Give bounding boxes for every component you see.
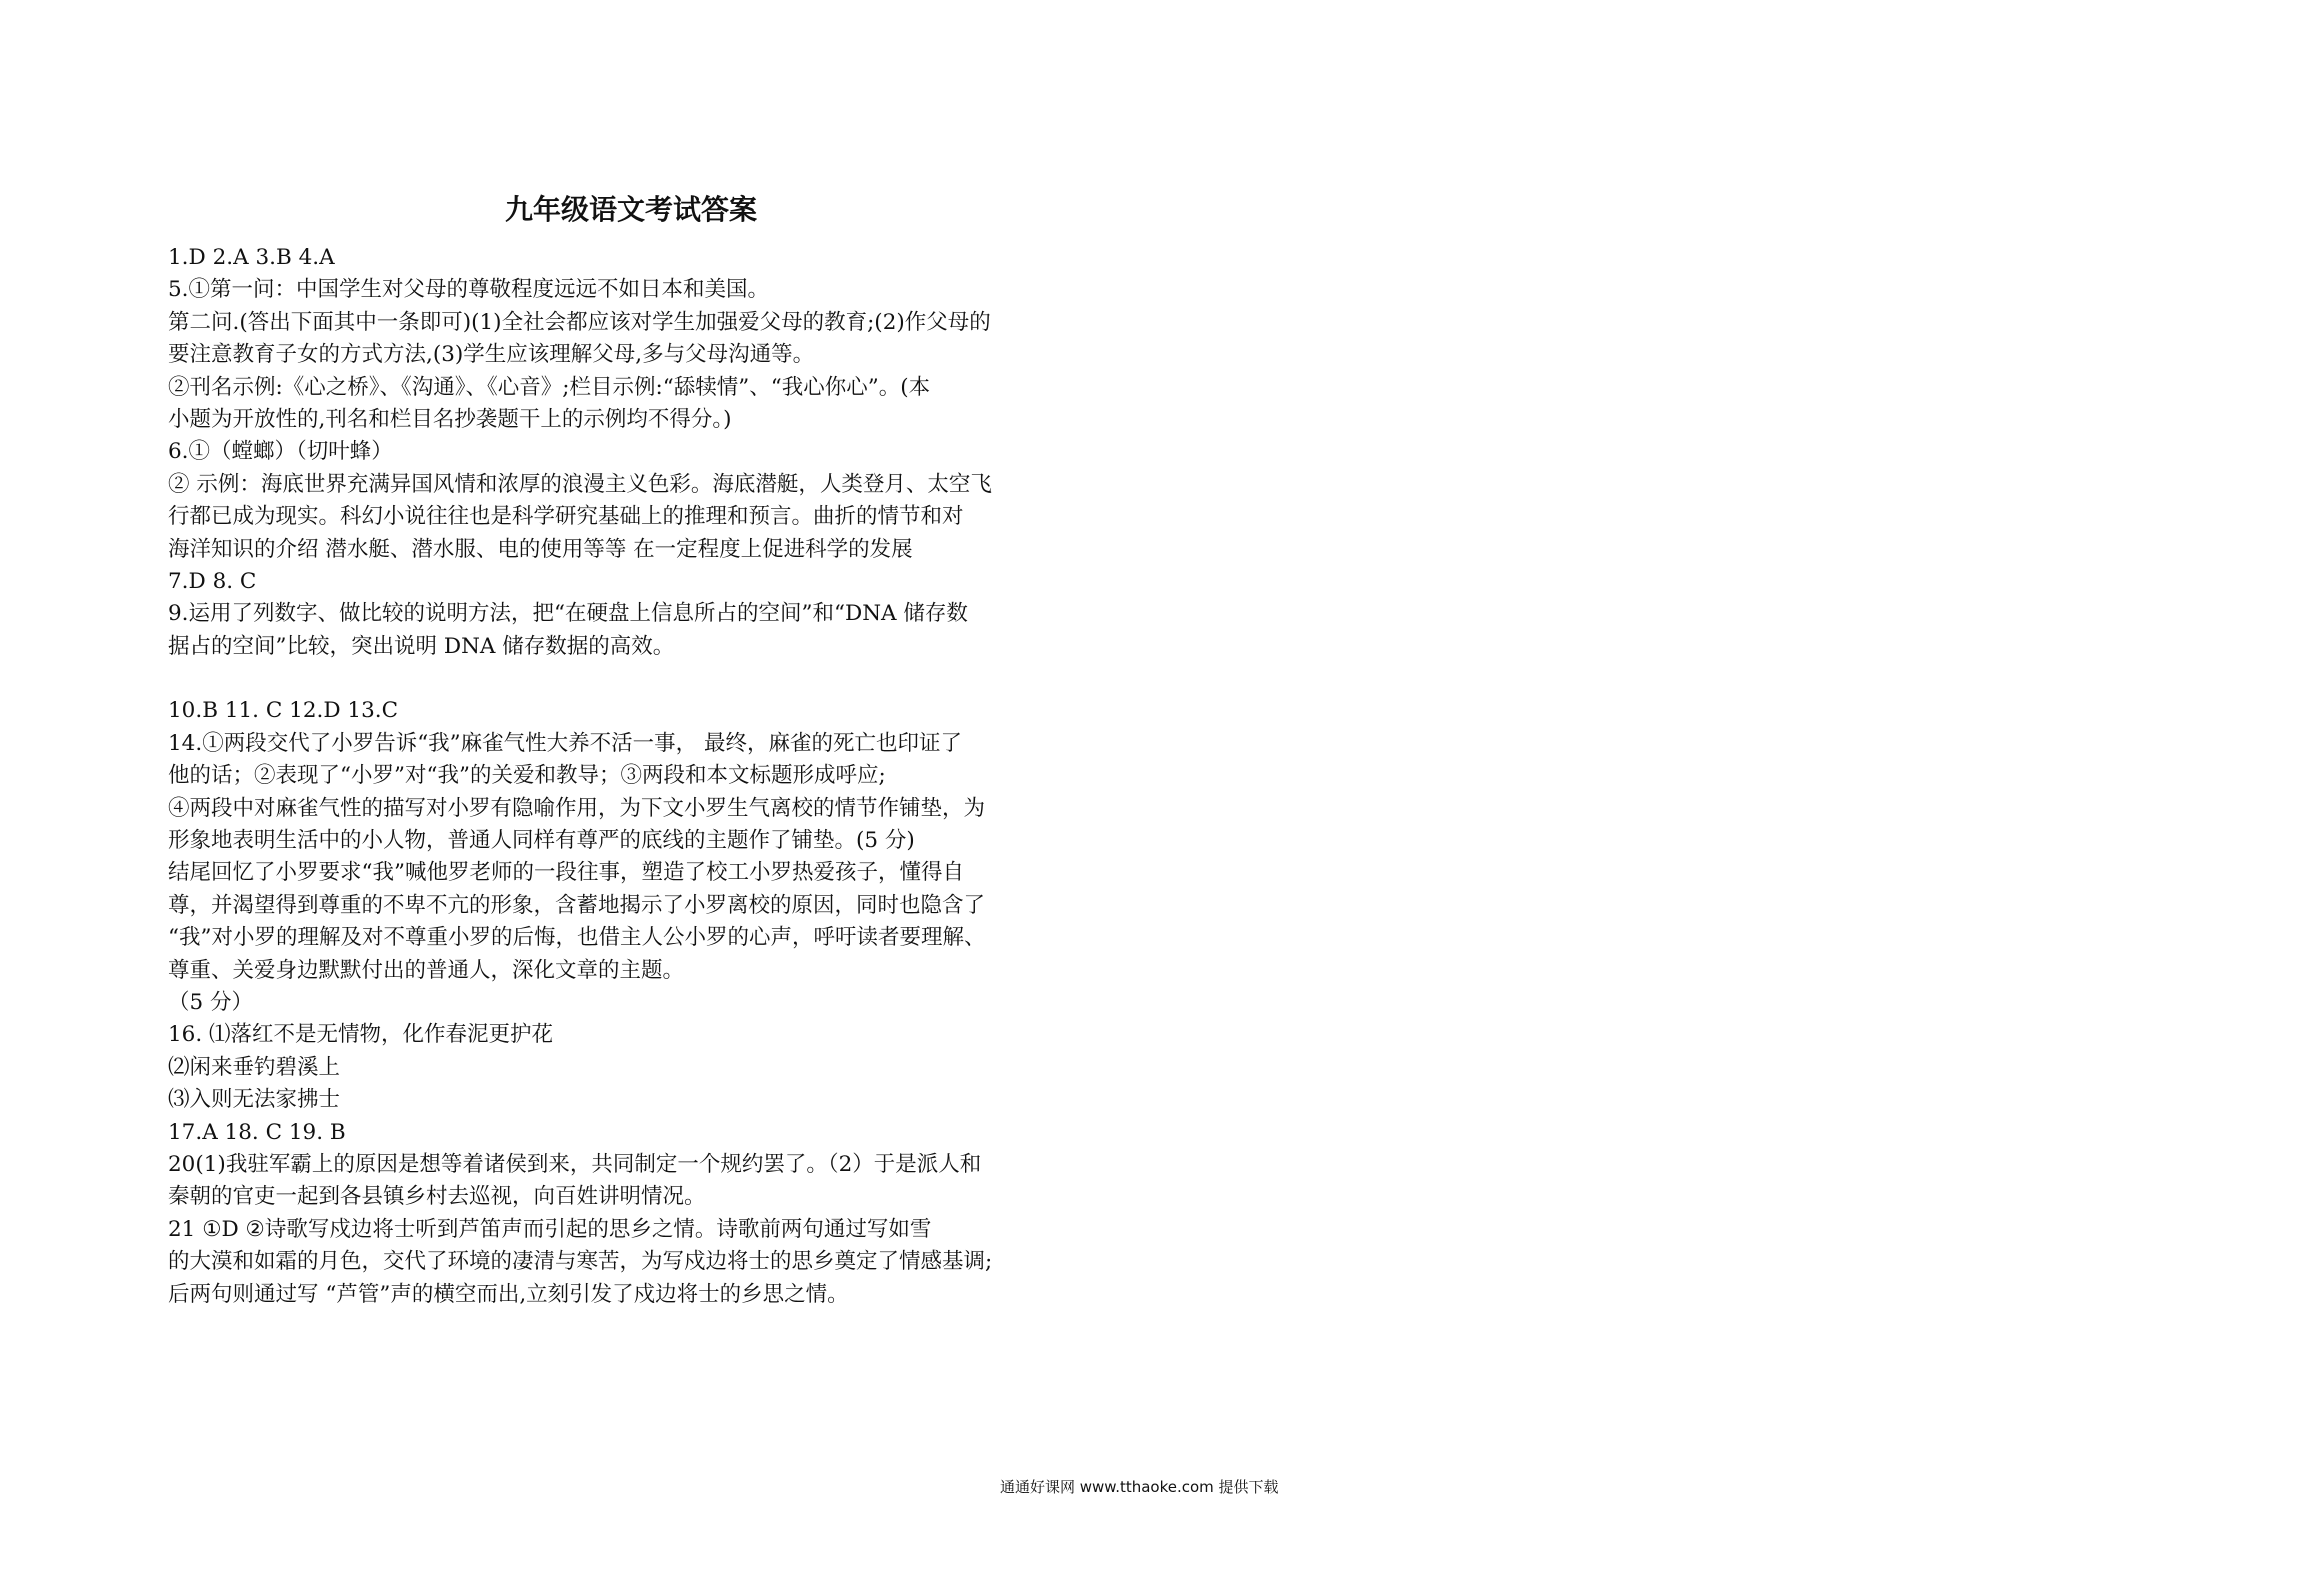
answer-line: 14.①两段交代了小罗告诉“我”麻雀气性大养不活一事， 最终，麻雀的死亡也印证了 bbox=[168, 730, 963, 756]
answer-line: 尊，并渴望得到尊重的不卑不亢的形象，含蓄地揭示了小罗离校的原因，同时也隐含了 bbox=[168, 892, 986, 918]
answer-line: ⑵闲来垂钓碧溪上 bbox=[168, 1054, 341, 1080]
answer-line: 5.①第一问：中国学生对父母的尊敬程度远远不如日本和美国。 bbox=[168, 277, 770, 303]
answer-line: 海洋知识的介绍 潜水艇、潜水服、电的使用等等 在一定程度上促进科学的发展 bbox=[168, 536, 913, 562]
answer-line: （5 分） bbox=[168, 989, 254, 1015]
answer-line: 形象地表明生活中的小人物，普通人同样有尊严的底线的主题作了铺垫。(5 分) bbox=[168, 828, 915, 854]
footer-source: 通通好课网 www.tthaoke.com 提供下载 bbox=[1000, 1478, 1279, 1496]
answer-line: 行都已成为现实。科幻小说往往也是科学研究基础上的推理和预言。曲折的情节和对 bbox=[168, 504, 964, 530]
answer-line: 尊重、关爱身边默默付出的普通人，深化文章的主题。 bbox=[168, 957, 685, 983]
answer-line: 21 ①D ②诗歌写戍边将士听到芦笛声而引起的思乡之情。诗歌前两句通过写如雪 bbox=[168, 1216, 932, 1242]
answer-line: 第二问.(答出下面其中一条即可)(1)全社会都应该对学生加强爱父母的教育;(2)作父母的 bbox=[168, 309, 991, 335]
answer-line: ④两段中对麻雀气性的描写对小罗有隐喻作用，为下文小罗生气离校的情节作铺垫，为 bbox=[168, 795, 986, 821]
answer-line: ②刊名示例:《心之桥》、《沟通》、《心音》;栏目示例:“舔犊情”、“我心你心”。(本 bbox=[168, 374, 931, 400]
answer-line: 7.D 8. C bbox=[168, 568, 257, 594]
answer-line: ② 示例：海底世界充满异国风情和浓厚的浪漫主义色彩。海底潜艇，人类登月、太空飞 bbox=[168, 471, 992, 497]
document-title: 九年级语文考试答案 bbox=[505, 193, 758, 226]
answer-line: 20(1)我驻军霸上的原因是想等着诸侯到来，共同制定一个规约罢了。（2）于是派人和 bbox=[168, 1151, 982, 1177]
answer-line: ⑶入则无法家拂士 bbox=[168, 1087, 341, 1113]
answer-line: 要注意教育子女的方式方法,(3)学生应该理解父母,多与父母沟通等。 bbox=[168, 342, 815, 368]
answer-line: 16. ⑴落红不是无情物，化作春泥更护花 bbox=[168, 1022, 554, 1048]
answer-line: 1.D 2.A 3.B 4.A bbox=[168, 245, 335, 270]
answer-line: 9.运用了列数字、做比较的说明方法，把“在硬盘上信息所占的空间”和“DNA 储存数 bbox=[168, 601, 968, 627]
answer-line: 6.①（螳螂）（切叶蜂） bbox=[168, 439, 393, 465]
answer-line: 后两句则通过写 “芦管”声的横空而出,立刻引发了戍边将士的乡思之情。 bbox=[168, 1281, 849, 1307]
answer-line: 他的话；②表现了“小罗”对“我”的关爱和教导；③两段和本文标题形成呼应; bbox=[168, 763, 886, 789]
answer-body bbox=[168, 242, 1128, 1311]
answer-line: 小题为开放性的,刊名和栏目名抄袭题干上的示例均不得分。) bbox=[168, 406, 732, 432]
answer-line: 17.A 18. C 19. B bbox=[168, 1119, 346, 1145]
answer-line: 结尾回忆了小罗要求“我”喊他罗老师的一段往事，塑造了校工小罗热爱孩子，懂得自 bbox=[168, 860, 964, 886]
answer-line: 的大漠和如霜的月色，交代了环境的凄清与寒苦，为写戍边将士的思乡奠定了情感基调; bbox=[168, 1249, 993, 1275]
answer-line: 10.B 11. C 12.D 13.C bbox=[168, 698, 399, 724]
answer-line: 秦朝的官吏一起到各县镇乡村去巡视，向百姓讲明情况。 bbox=[168, 1184, 706, 1210]
answer-line: 据占的空间”比较，突出说明 DNA 储存数据的高效。 bbox=[168, 633, 675, 659]
blank-line bbox=[168, 663, 1128, 695]
answer-line: “我”对小罗的理解及对不尊重小罗的后悔，也借主人公小罗的心声，呼吁读者要理解、 bbox=[168, 925, 986, 951]
